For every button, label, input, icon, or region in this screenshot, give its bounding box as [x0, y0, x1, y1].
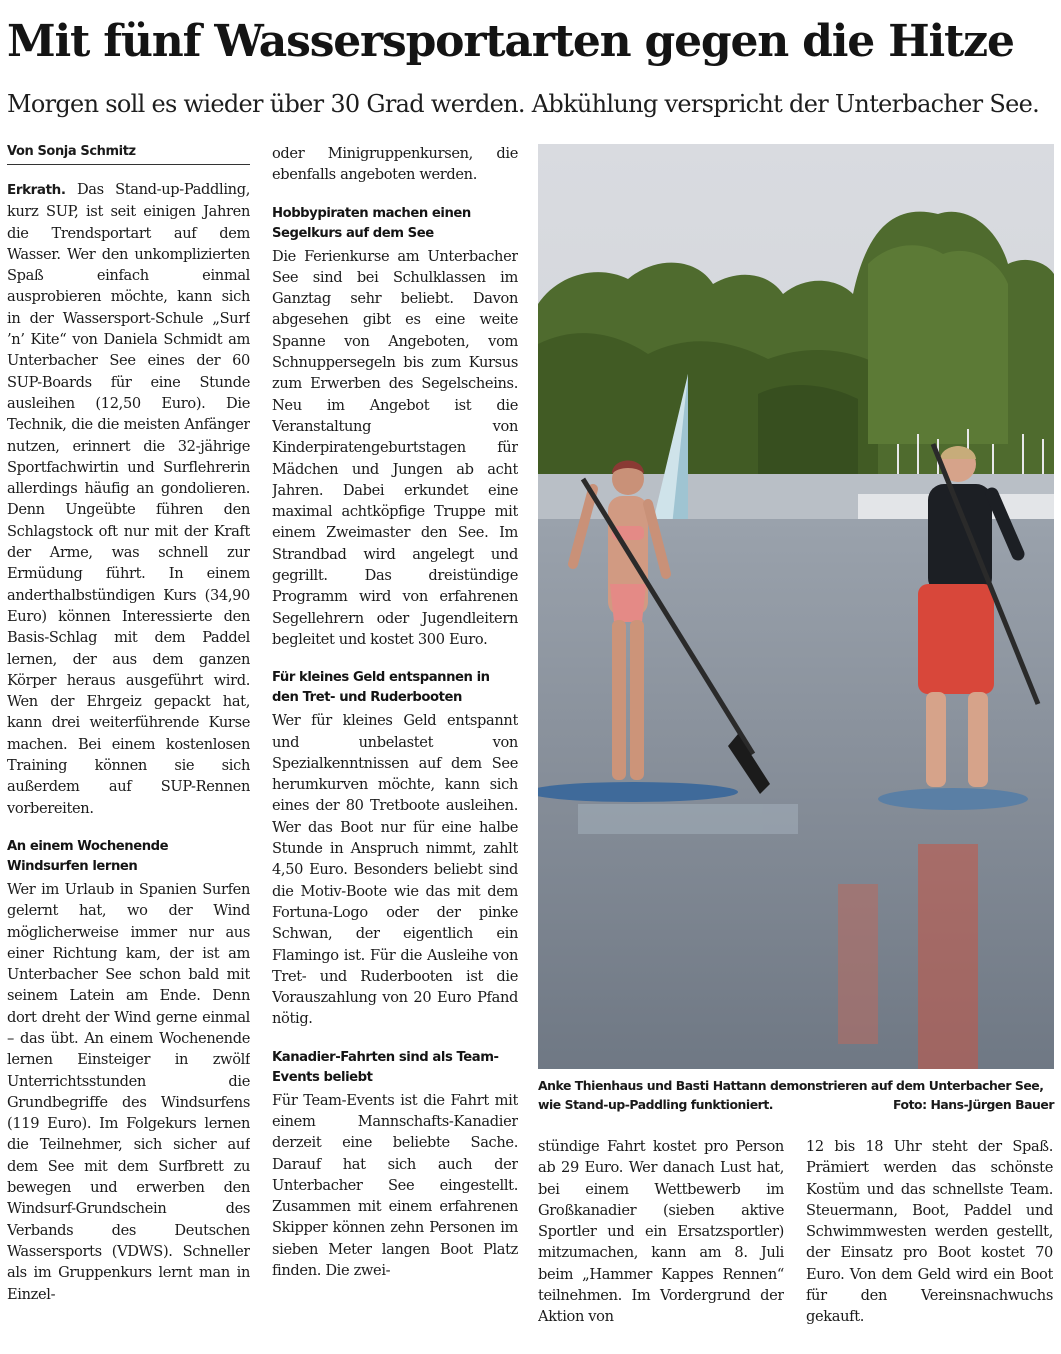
paragraph-kanadier: Für Team-Events ist die Fahrt mit einem Mannschafts-Kanadier derzeit eine beliebte Sache. Darauf hat sich auch der Unterbacher See eingestellt. Zusammen mit einem erfahrenen Skipper können zehn Personen im sieben Meter langen Boot Platz finden. Die zwei-	[272, 1091, 518, 1280]
column-1	[7, 143, 250, 1348]
headline: Mit fünf Wassersportarten gegen die Hitze	[7, 16, 1014, 67]
photo-illustration	[538, 144, 1054, 1069]
paragraph-kanadier-end: 12 bis 18 Uhr steht der Spaß. Prämiert werden das schönste Kostüm und das schnellste Team. Steuermann, Boot, Paddel und Schwimmwesten werden gestellt, der Einsatz pro Boot kostet 70 Euro. Von dem Geld wird ein Boot für den Vereinsnachwuchs gekauft.	[806, 1138, 1053, 1326]
paragraph-windsurfen: Wer im Urlaub in Spanien Surfen gelernt hat, wo der Wind möglicherweise immer nur aus einer Richtung kam, der ist am Unterbacher See schon bald mit seinem Latein am Ende. Denn dort dreht der Wind gerne einmal – das übt. An einem Wochenende lernen Einsteiger in zwölf Unterrichtsstunden die Grundbegriffe des Windsurfens (119 Euro). Im Folgekurs lernen die Teilnehmer, sich sicher auf dem See mit dem Surfbrett zu bewegen und erwerben den Windsurf-Grundschein des Verbands des Deutschen Wassersports (VDWS). Schneller als im Gruppenkurs lernt man in Einzel-	[7, 880, 250, 1303]
paragraph-sup-text: Das Stand-up-Paddling, kurz SUP, ist seit einigen Jahren die Trendsportart auf dem Wasser. Wer den unkomplizierten Spaß einfach einmal ausprobieren möchte, kann sich in der Wassersport-Schule „Surf ’n’ Kite“ von Daniela Schmidt am Unterbacher See eines der 60 SUP-Boards für eine Stunde ausleihen (12,50 Euro). Die Technik, die die meisten Anfänger nutzen, erinnert die 32-jährige Sportfachwirtin und Surflehrerin allerdings häufig an gondolieren. Denn Ungeübte führen den Schlagstock oft nur mit der Kraft der Arme, was schnell zur Ermüdung führt. In einem anderthalbstündigen Kurs (34,90 Euro) können Interessierte den Basis-Schlag mit dem Paddel lernen, der aus dem ganzen Körper heraus ausgeführt wird. Wen der Ehrgeiz gepackt hat, kann drei weiterführende Kurse machen. Bei einem kostenlosen Training können sie sich außerdem auf SUP-Rennen vorbereiten.	[7, 181, 250, 817]
location-tag: Erkrath.	[7, 182, 66, 198]
photo-caption	[538, 1076, 1054, 1114]
byline: Von Sonja Schmitz	[7, 143, 250, 165]
paragraph-kanadier-cont: stündige Fahrt kostet pro Person ab 29 Euro. Wer danach Lust hat, bei einem Wettbewerb im Großkanadier (sieben aktive Sportler und ein Ersatzsportler) mitzumachen, kann am 8. Juli beim „Hammer Kappes Rennen“ teilnehmen. Im Vordergrund der Aktion von	[538, 1138, 784, 1326]
photo-credit: Foto: Hans-Jürgen Bauer	[893, 1097, 1054, 1112]
paragraph-sup	[7, 179, 250, 819]
column-2	[272, 143, 518, 1348]
paragraph-tretboote: Wer für kleines Geld entspannt und unbelastet von Spezialkenntnissen auf dem See herumkurven möchte, kann sich eines der 80 Tretboote ausleihen. Wer das Boot nur für eine halbe Stunde in Anspruch nimmt, zahlt 4,50 Euro. Besonders beliebt sind die Motiv-Boote wie das mit dem Fortuna-Logo oder der pinke Schwan, der eigentlich ein Flamingo ist. Für die Ausleihe von Tret- und Ruderbooten ist die Vorauszahlung von 20 Euro Pfand nötig.	[272, 712, 518, 1028]
column-4	[806, 1136, 1053, 1348]
subheading-tretboote: Für kleines Geld entspannen in den Tret- und Ruderbooten	[272, 670, 490, 706]
paragraph-segelkurs: Die Ferienkurse am Unterbacher See sind bei Schulklassen im Ganztag sehr beliebt. Davon abgesehen gibt es eine weite Spanne von Angeboten, vom Schnuppersegeln bis zum Kursus zum Erwerben des Segelscheins. Neu im Angebot ist die Veranstaltung von Kinderpiratengeburtstagen für Mädchen und Jungen ab acht Jahren. Dabei erkundet eine maximal achtköpfige Truppe mit einem Zweimaster den See. Im Strandbad wird angelegt und gegrillt. Das dreistündige Programm wird von erfahrenen Segellehrern oder Jugendleitern begleitet und kostet 300 Euro.	[272, 247, 518, 648]
subheading-windsurfen: An einem Wochenende Windsurfen lernen	[7, 838, 169, 874]
caption-text: Anke Thienhaus und Basti Hattann demonstrieren auf dem Unterbacher See, wie Stand-up-Paddling funktioniert.	[538, 1078, 1044, 1112]
subheading-kanadier: Kanadier-Fahrten sind als Team-Events beliebt	[272, 1049, 499, 1085]
paragraph-windsurfen-cont: oder Minigruppenkursen, die ebenfalls angeboten werden.	[272, 145, 518, 184]
column-3	[538, 1136, 784, 1348]
subheading-segelkurs: Hobbypiraten machen einen Segelkurs auf dem See	[272, 205, 471, 241]
subheadline: Morgen soll es wieder über 30 Grad werden. Abkühlung verspricht der Unterbacher See.	[7, 90, 1040, 118]
photo-stand-up-paddling	[538, 144, 1054, 1069]
